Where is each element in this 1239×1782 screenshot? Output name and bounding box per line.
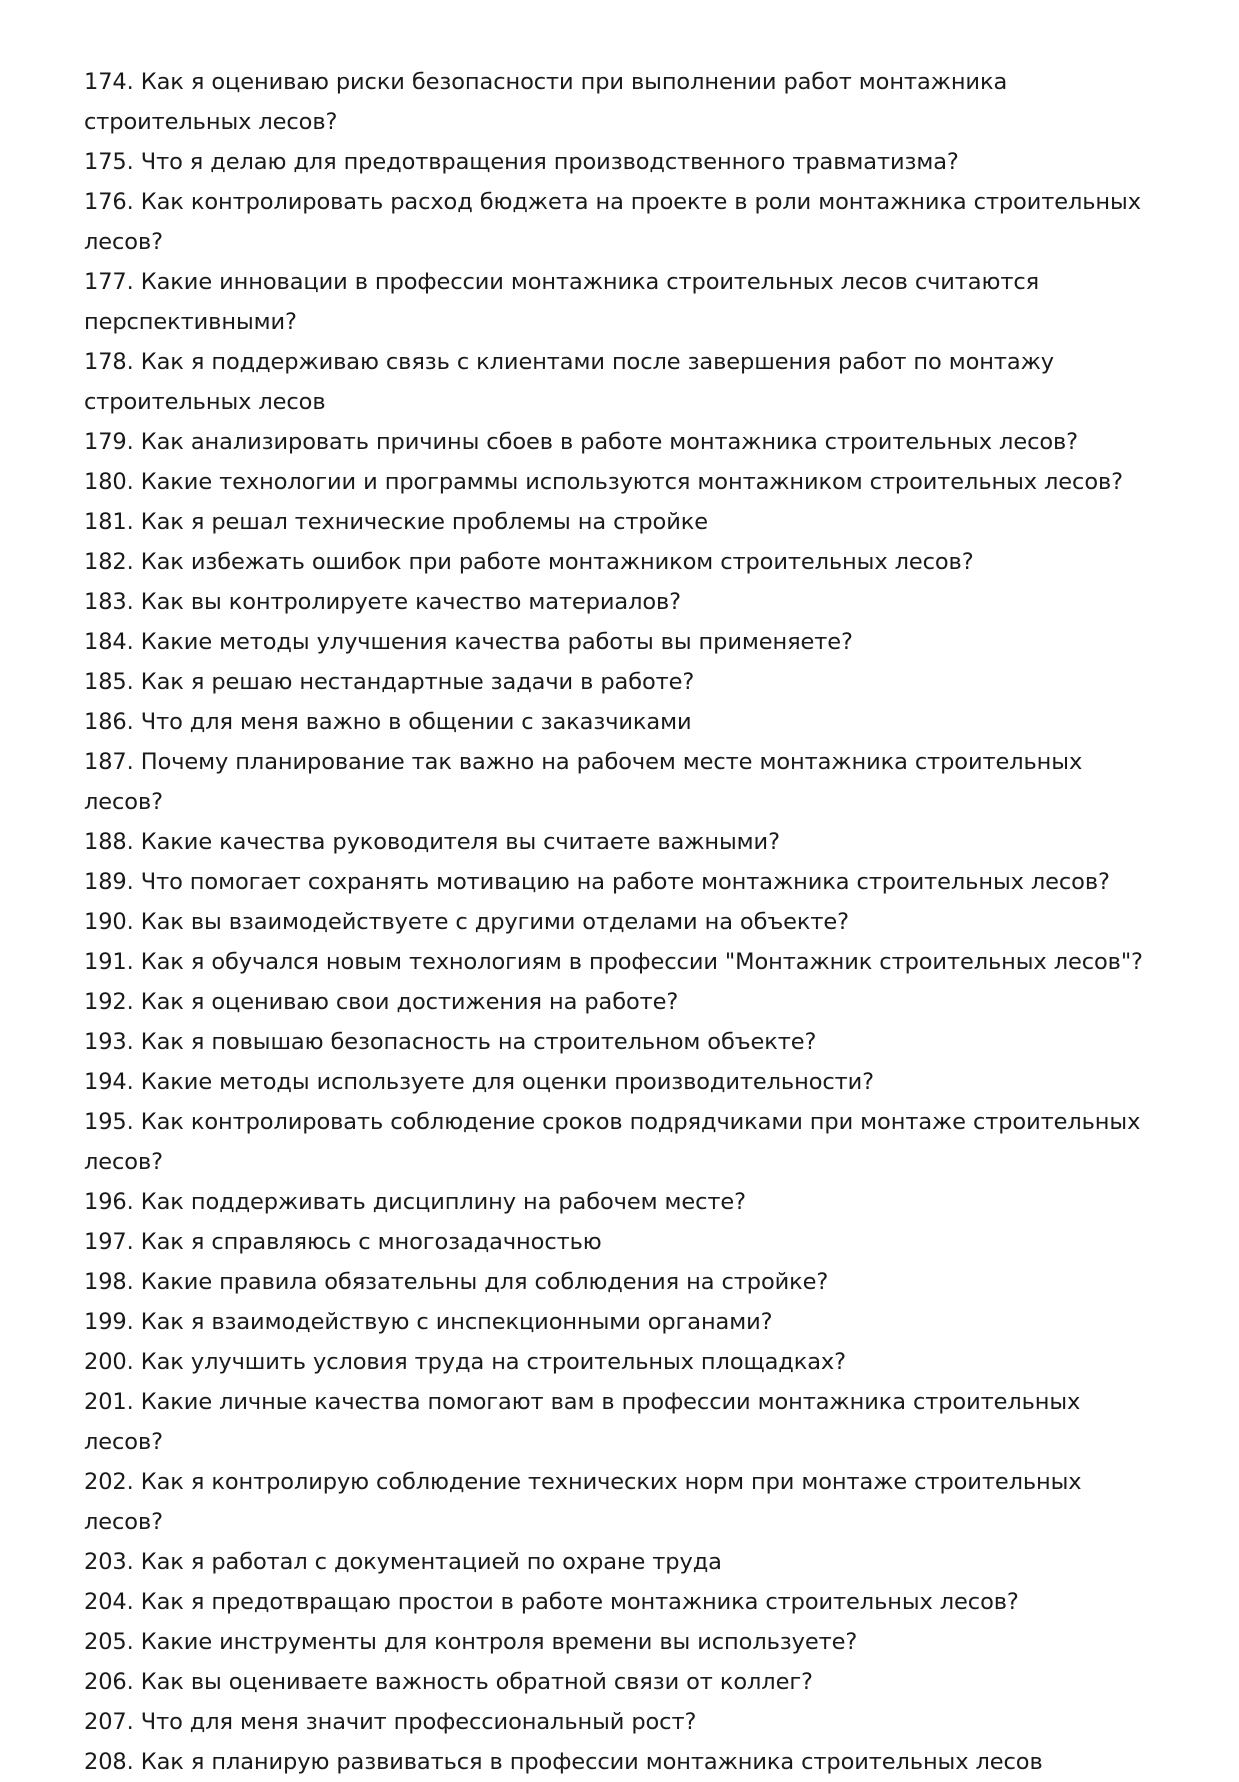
question-item-179: 179. Как анализировать причины сбоев в работе монтажника строительных лесов? <box>84 429 1079 455</box>
question-item-189: 189. Что помогает сохранять мотивацию на работе монтажника строительных лесов? <box>84 869 1110 895</box>
question-item-193: 193. Как я повышаю безопасность на строительном объекте? <box>84 1029 817 1055</box>
question-item-191: 191. Как я обучался новым технологиям в профессии "Монтажник строительных лесов"? <box>84 949 1143 975</box>
question-item-186: 186. Что для меня важно в общении с заказчиками <box>84 709 692 735</box>
question-item-188: 188. Какие качества руководителя вы считаете важными? <box>84 829 780 855</box>
question-item-176: 176. Как контролировать расход бюджета на проекте в роли монтажника строительных лесов? <box>84 189 1141 255</box>
question-item-208: 208. Как я планирую развиваться в профессии монтажника строительных лесов <box>84 1749 1043 1775</box>
question-item-178: 178. Как я поддерживаю связь с клиентами после завершения работ по монтажу строительных лесов <box>84 349 1054 415</box>
question-item-195: 195. Как контролировать соблюдение сроков подрядчиками при монтаже строительных лесов? <box>84 1109 1141 1175</box>
question-item-196: 196. Как поддерживать дисциплину на рабочем месте? <box>84 1189 747 1215</box>
question-item-181: 181. Как я решал технические проблемы на стройке <box>84 509 708 535</box>
question-item-200: 200. Как улучшить условия труда на строительных площадках? <box>84 1349 846 1375</box>
question-item-198: 198. Какие правила обязательны для соблюдения на стройке? <box>84 1269 829 1295</box>
question-item-175: 175. Что я делаю для предотвращения производственного травматизма? <box>84 149 959 175</box>
question-item-205: 205. Какие инструменты для контроля времени вы используете? <box>84 1629 858 1655</box>
question-item-174: 174. Как я оцениваю риски безопасности при выполнении работ монтажника строительных лесов? <box>84 69 1008 135</box>
question-item-204: 204. Как я предотвращаю простои в работе монтажника строительных лесов? <box>84 1589 1019 1615</box>
question-item-184: 184. Какие методы улучшения качества работы вы применяете? <box>84 629 853 655</box>
question-item-197: 197. Как я справляюсь с многозадачностью <box>84 1229 602 1255</box>
question-list <box>84 62 1164 1782</box>
question-item-177: 177. Какие инновации в профессии монтажника строительных лесов считаются перспективными? <box>84 269 1040 335</box>
question-item-180: 180. Какие технологии и программы используются монтажником строительных лесов? <box>84 469 1123 495</box>
question-item-202: 202. Как я контролирую соблюдение технических норм при монтаже строительных лесов? <box>84 1469 1082 1535</box>
question-item-187: 187. Почему планирование так важно на рабочем месте монтажника строительных лесов? <box>84 749 1083 815</box>
question-item-199: 199. Как я взаимодействую с инспекционными органами? <box>84 1309 773 1335</box>
question-item-203: 203. Как я работал с документацией по охране труда <box>84 1549 722 1575</box>
question-item-206: 206. Как вы оцениваете важность обратной связи от коллег? <box>84 1669 813 1695</box>
question-item-192: 192. Как я оцениваю свои достижения на работе? <box>84 989 679 1015</box>
question-item-201: 201. Какие личные качества помогают вам в профессии монтажника строительных лесов? <box>84 1389 1081 1455</box>
question-item-182: 182. Как избежать ошибок при работе монтажником строительных лесов? <box>84 549 974 575</box>
question-item-185: 185. Как я решаю нестандартные задачи в работе? <box>84 669 695 695</box>
question-item-207: 207. Что для меня значит профессиональный рост? <box>84 1709 697 1735</box>
question-item-183: 183. Как вы контролируете качество материалов? <box>84 589 682 615</box>
question-item-190: 190. Как вы взаимодействуете с другими отделами на объекте? <box>84 909 850 935</box>
question-item-194: 194. Какие методы используете для оценки производительности? <box>84 1069 875 1095</box>
